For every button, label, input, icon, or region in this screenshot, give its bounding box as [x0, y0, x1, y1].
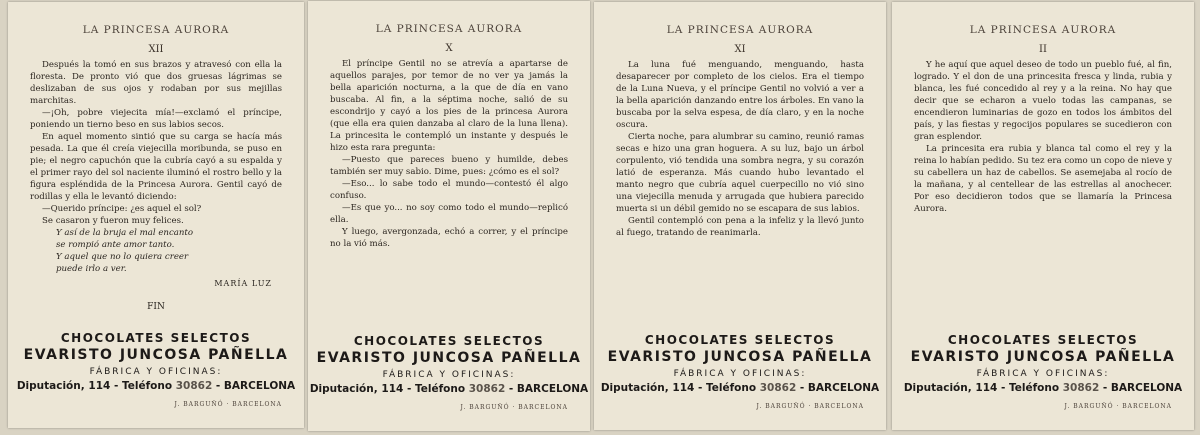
advertiser-footer [892, 333, 1194, 394]
address-text: Diputación, 114 - Teléfono [600, 382, 760, 394]
paragraph: —Es que yo... no soy como todo el mundo—replicó ella. [330, 203, 568, 225]
story-text [330, 58, 568, 250]
phone-number: 30862 [1062, 382, 1100, 394]
phone-number: 30862 [468, 383, 506, 395]
paragraph: —¡Oh, pobre viejecita mía!—exclamó el príncipe, poniendo un tierno beso en sus labios secos. [30, 108, 282, 130]
paragraph: La princesita era rubia y blanca tal como el rey y la reina lo habían pedido. Su tez era como un copo de nieve y su cabellera un haz de cabellos. Se asemejaba al rocío de la mañana, y al centellear de las estrellas al anochecer. Por eso decidieron todos que se llamaría la Princesa Aurora. [914, 144, 1172, 214]
closing-verse [30, 227, 282, 275]
footer-brand: CHOCOLATES SELECTOS [644, 333, 836, 347]
chapter-number: X [445, 43, 453, 54]
advertiser-footer [308, 334, 590, 395]
card-heading: LA PRINCESA AURORA [969, 24, 1117, 36]
footer-offices: FÁBRICA Y OFICINAS: [976, 369, 1110, 379]
footer-brand: CHOCOLATES SELECTOS [353, 334, 545, 348]
printer-credit: J. BARGUÑÓ · BARCELONA [1064, 403, 1172, 410]
phone-number: 30862 [759, 382, 797, 394]
paragraph: —Puesto que pareces bueno y humilde, debes también ser muy sabio. Dime, pues: ¿cómo es el sol? [330, 155, 568, 177]
paragraph: El príncipe Gentil no se atrevía a apartarse de aquellos parajes, por temor de no ver ya jamás la bella aparición nocturna, a la que de día en vano buscaba. Al fin, a la séptima noche, salió de su escondrijo y cayó a los pies de la princesa Aurora (que ella era quien danzaba al claro de la luna llena). La princesita le contempló un instante y después le hizo esta rara pregunta: [330, 59, 568, 153]
verse-line: se rompió ante amor tanto. [56, 240, 175, 250]
city-text: - BARCELONA [1099, 382, 1183, 394]
story-card-xii [8, 2, 304, 428]
chapter-number: XI [734, 44, 746, 55]
card-heading: LA PRINCESA AURORA [375, 23, 523, 35]
story-text [30, 59, 282, 227]
verse-line: Y aquel que no lo quiera creer [56, 252, 189, 262]
advertiser-footer [594, 333, 886, 394]
footer-address [594, 382, 886, 394]
story-card-xi [594, 2, 886, 430]
paragraph: Y luego, avergonzada, echó a correr, y el príncipe no la vió más. [330, 227, 568, 249]
verse-line: puede irlo a ver. [56, 264, 127, 274]
city-text: - BARCELONA [212, 380, 296, 392]
story-text [616, 59, 864, 239]
address-text: Diputación, 114 - Teléfono [903, 382, 1063, 394]
story-text [914, 59, 1172, 215]
paragraph: —Eso... lo sabe todo el mundo—contestó él algo confuso. [330, 179, 568, 201]
paragraph: En aquel momento sintió que su carga se hacía más pesada. La que él creía viejecilla moribunda, se puso en pie; el negro capuchón que la cubría cayó a su espalda y el primer rayo del sol naciente iluminó el rostro bello y la figura espléndida de la Princesa Aurora. Gentil cayó de rodillas y ella le levantó diciendo: [30, 132, 282, 202]
footer-offices: FÁBRICA Y OFICINAS: [673, 369, 807, 379]
author-signature: MARÍA LUZ [214, 279, 272, 288]
printer-credit: J. BARGUÑÓ · BARCELONA [174, 401, 282, 408]
paragraph: —Querido príncipe: ¿es aquel el sol? [42, 204, 202, 214]
advertiser-footer [8, 331, 304, 392]
footer-offices: FÁBRICA Y OFICINAS: [382, 370, 516, 380]
city-text: - BARCELONA [505, 383, 589, 395]
footer-company: EVARISTO JUNCOSA PAÑELLA [607, 349, 873, 365]
fin-label: FIN [147, 302, 165, 312]
story-card-ii [892, 2, 1194, 430]
footer-brand: CHOCOLATES SELECTOS [60, 331, 252, 345]
footer-brand: CHOCOLATES SELECTOS [947, 333, 1139, 347]
footer-company: EVARISTO JUNCOSA PAÑELLA [316, 350, 582, 366]
phone-number: 30862 [175, 380, 213, 392]
address-text: Diputación, 114 - Teléfono [309, 383, 469, 395]
paragraph: La luna fué menguando, menguando, hasta desaparecer por completo de los cielos. Era el tiempo de la Luna Nueva, y el príncipe Gentil no volvió a ver a la bella aparición danzando entre los árboles. En vano la buscaba por la selva espesa, de día claro, y en la noche oscura. [616, 60, 864, 130]
card-heading: LA PRINCESA AURORA [666, 24, 814, 36]
footer-offices: FÁBRICA Y OFICINAS: [89, 367, 223, 377]
footer-address [892, 382, 1194, 394]
card-heading: LA PRINCESA AURORA [82, 24, 230, 36]
address-text: Diputación, 114 - Teléfono [16, 380, 176, 392]
footer-company: EVARISTO JUNCOSA PAÑELLA [910, 349, 1176, 365]
printer-credit: J. BARGUÑÓ · BARCELONA [756, 403, 864, 410]
footer-address [308, 383, 590, 395]
paragraph: Cierta noche, para alumbrar su camino, reunió ramas secas e hizo una gran hoguera. A su luz, bajo un árbol corpulento, vió tendida una sombra negra, y su corazón latió de esperanza. Más cuando hubo levantado el manto negro que cubría aquel cuerpecillo no vió sino una viejecilla menuda y arrugada que hubiera parecido muerta si un débil gemido no se escapara de sus labios. [616, 132, 864, 214]
chapter-number: XII [148, 44, 164, 55]
footer-company: EVARISTO JUNCOSA PAÑELLA [23, 347, 289, 363]
printer-credit: J. BARGUÑÓ · BARCELONA [460, 404, 568, 411]
paragraph: Después la tomó en sus brazos y atravesó con ella la floresta. De pronto vió que dos gruesas lágrimas se deslizaban de sus ojos y rodaban por sus mejillas marchitas. [30, 60, 282, 106]
footer-address [8, 380, 304, 392]
verse-line: Y así de la bruja el mal encanto [56, 228, 194, 238]
paragraph: Se casaron y fueron muy felices. [42, 216, 184, 226]
paragraph: Gentil contempló con pena a la infeliz y la llevó junto al fuego, tratando de reanimarla. [616, 216, 864, 238]
chapter-number: II [1039, 44, 1047, 55]
city-text: - BARCELONA [796, 382, 880, 394]
story-card-x [308, 1, 590, 431]
paragraph: Y he aquí que aquel deseo de todo un pueblo fué, al fin, logrado. Y el don de una princesita fresca y linda, rubia y blanca, les fué concedido al rey y a la reina. No hay que decir que se echaron a vuelo todas las campanas, se encendieron luminarias de gozo en todos los ámbitos del país, y las fiestas y regocijos populares se sucedieron con gran esplendor. [914, 60, 1172, 142]
